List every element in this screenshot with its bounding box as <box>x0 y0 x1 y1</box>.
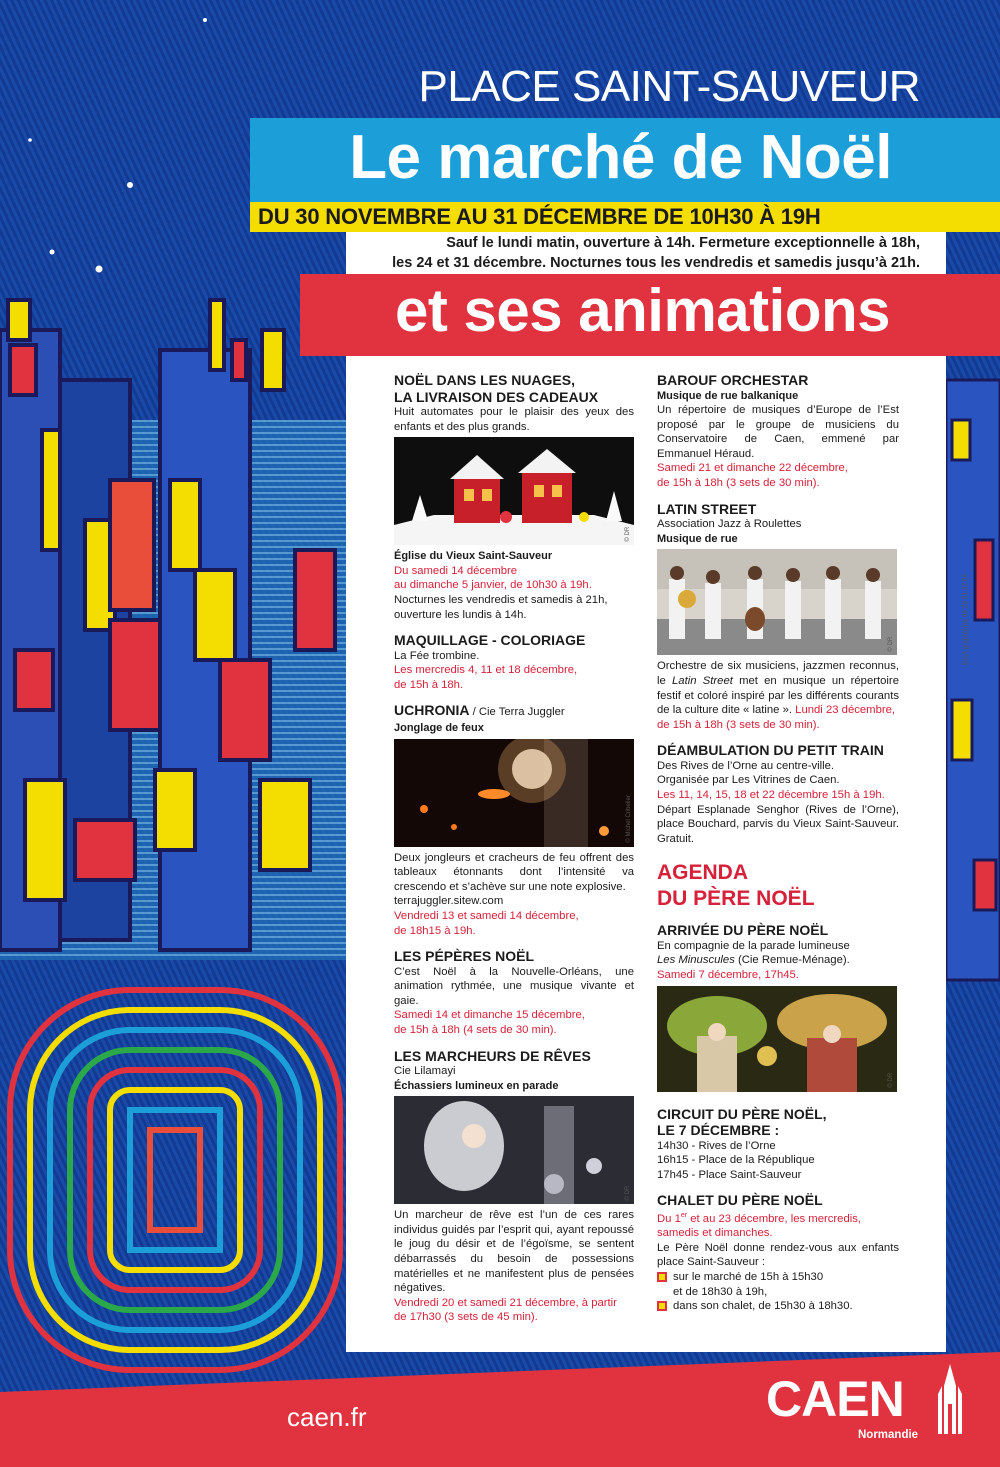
event-maquillage <box>394 632 634 692</box>
event-dates-line: de 15h à 18h (3 sets de 30 min). <box>657 477 820 490</box>
footer-website-link[interactable]: caen.fr <box>287 1402 367 1432</box>
event-dates <box>657 461 899 490</box>
event-title: LES MARCHEURS DE RÊVES <box>394 1047 591 1064</box>
event-dates-line: de 15h à 18h (4 sets de 30 min). <box>394 1023 557 1036</box>
subtitle-band <box>300 274 1000 356</box>
parade-photo <box>657 986 897 1092</box>
event-description: Un répertoire de musiques d’Europe de l’Est proposé par le groupe de musiciens du Conservatoire de Caen, emmené par Emmanuel Héraud. <box>657 404 899 460</box>
description-text: met en musique un répertoire festif et coloré inspiré par les différents courants de la culture dite « latine ». <box>657 674 899 717</box>
event-description: Des Rives de l’Orne au centre-ville. <box>657 759 835 772</box>
event-company: Cie Lilamayi <box>394 1065 456 1078</box>
description-text: Orchestre de six musiciens, jazzmen reconnus, le <box>657 660 899 687</box>
church-spire-icon <box>934 1364 966 1436</box>
event-company: / Cie Terra Juggler <box>469 706 565 719</box>
list-item <box>657 1270 899 1299</box>
fire-juggling-photo <box>394 739 634 847</box>
event-description: Deux jongleurs et cracheurs de feu offrent des tableaux étonnants dont l’intensité va crescendo et s’achève sur une note explosive. <box>394 851 634 893</box>
event-description: Le Père Noël donne rendez-vous aux enfants place Saint-Sauveur : <box>657 1241 899 1269</box>
event-title: UCHRONIA <box>394 702 470 719</box>
main-title: Le marché de Noël <box>349 123 892 192</box>
list-item-line: et de 18h30 à 19h, <box>673 1285 768 1298</box>
description-italic: Latin Street <box>672 674 733 687</box>
opening-notes <box>346 233 920 273</box>
event-barouf-orchestar <box>657 372 899 491</box>
event-dates: de 15h à 18h (3 sets de 30 min). <box>657 718 820 731</box>
description-text: (Cie Remue-Ménage). <box>734 954 850 967</box>
event-title: ARRIVÉE DU PÈRE NOËL <box>657 922 829 939</box>
event-dates: Samedi 7 décembre, 17h45. <box>657 969 799 982</box>
event-circuit-pere-noel <box>657 1106 899 1183</box>
event-dates-line: de 15h à 18h. <box>394 678 464 691</box>
ordinal-superscript: er <box>680 1211 688 1219</box>
circuit-stop: 16h15 - Place de la République <box>657 1154 815 1167</box>
list-item <box>657 1299 899 1314</box>
event-title: LATIN STREET <box>657 500 757 517</box>
right-column <box>657 372 899 1324</box>
automates-photo <box>394 437 634 545</box>
event-dates-line: Du samedi 14 décembre <box>394 564 518 577</box>
latin-street-photo <box>657 549 897 655</box>
event-uchronia <box>394 702 634 938</box>
title-band <box>250 118 1000 202</box>
event-title-row <box>394 702 634 721</box>
event-dates-line: au dimanche 5 janvier, de 10h30 à 19h. <box>394 579 592 592</box>
event-subtitle: Musique de rue balkanique <box>657 389 799 402</box>
bullet-square-icon <box>657 1272 667 1282</box>
event-description: Un marcheur de rêve est l’un de ces rares individus guidés par l’esprit qui, ayant repoussé le joug du désir et de l’égoïsme, se sentent débarrassés du besoin de possessions matérielles et ne manifestent plus de pensées négatives. <box>394 1209 634 1295</box>
logo-subtitle: Normandie <box>858 1429 919 1441</box>
event-title: BAROUF ORCHESTAR <box>657 372 809 388</box>
event-dates <box>394 909 634 938</box>
stilt-walkers-photo <box>394 1096 634 1204</box>
event-website[interactable]: terrajuggler.sitew.com <box>394 895 504 908</box>
list-item-text <box>673 1270 823 1299</box>
event-dates <box>394 1296 634 1325</box>
event-dates: Les 11, 14, 15, 18 et 22 décembre 15h à 19h. <box>657 789 885 801</box>
photo-credit: © DR <box>888 636 895 652</box>
event-dates-inline: Lundi 23 décembre, <box>795 704 896 717</box>
event-title: CHALET DU PÈRE NOËL <box>657 1192 823 1209</box>
event-dates-line: Samedi 21 et dimanche 22 décembre, <box>657 462 848 475</box>
list-item-line: sur le marché de 15h à 15h30 <box>673 1271 824 1284</box>
event-dates-line: de 17h30 (3 sets de 45 min). <box>394 1311 538 1324</box>
caen-logo <box>766 1362 986 1452</box>
event-dates-text: Du 1 <box>657 1212 681 1225</box>
event-dates <box>394 663 634 692</box>
event-extra: Nocturnes les vendredis et samedis à 21h, ouverture les lundis à 14h. <box>394 593 608 621</box>
event-dates-line: Vendredi 13 et samedi 14 décembre, <box>394 909 579 922</box>
event-dates-text: et au 23 décembre, les mercredis, <box>687 1212 862 1225</box>
photo-credit: © Michel Cribelier <box>625 795 632 843</box>
event-description <box>657 659 899 717</box>
event-dates-line: Vendredi 20 et samedi 21 décembre, à partir <box>394 1296 617 1309</box>
event-subtitle: Échassiers lumineux en parade <box>394 1079 559 1092</box>
event-dates-line: samedis et dimanches. <box>657 1227 773 1240</box>
photo-credit: © DR <box>888 1072 895 1088</box>
event-place: Église du Vieux Saint-Sauveur <box>394 550 553 563</box>
event-description: C’est Noël à la Nouvelle-Orléans, une animation rythmée, une musique vivante et gaie. <box>394 965 634 1007</box>
left-column <box>394 372 634 1335</box>
market-dates: DU 30 NOVEMBRE AU 31 DÉCEMBRE DE 10H30 À 19H <box>258 204 821 229</box>
event-subtitle: Musique de rue <box>657 532 738 545</box>
designer-credit: EmA graphisme 06 25 01 32 84 <box>962 573 969 665</box>
event-title: CIRCUIT DU PÈRE NOËL, LE 7 DÉCEMBRE : <box>657 1105 827 1139</box>
event-dates-line: Samedi 14 et dimanche 15 décembre, <box>394 1009 585 1022</box>
event-peperes-noel <box>394 948 634 1037</box>
circuit-stop: 14h30 - Rives de l’Orne <box>657 1139 776 1152</box>
event-petit-train <box>657 742 899 846</box>
event-subtitle: Jonglage de feux <box>394 721 484 734</box>
event-organizer: Organisée par Les Vitrines de Caen. <box>657 774 840 787</box>
event-title: NOËL DANS LES NUAGES, LA LIVRAISON DES CADEAUX <box>394 372 599 405</box>
place-title: PLACE SAINT-SAUVEUR <box>418 62 920 111</box>
event-chalet-pere-noel <box>657 1192 899 1313</box>
event-latin-street <box>657 501 899 733</box>
event-title: DÉAMBULATION DU PETIT TRAIN <box>657 742 884 759</box>
event-organizer: Association Jazz à Roulettes <box>657 518 802 531</box>
event-dates-line: Les mercredis 4, 11 et 18 décembre, <box>394 664 578 677</box>
photo-credit: © DR <box>625 526 632 542</box>
agenda-title: AGENDA DU PÈRE NOËL <box>657 861 815 911</box>
event-dates <box>394 1008 634 1037</box>
subtitle: et ses animations <box>394 277 890 344</box>
event-dates <box>394 564 634 593</box>
event-dates <box>657 1209 899 1241</box>
list-item-text: dans son chalet, de 15h30 à 18h30. <box>673 1300 853 1313</box>
logo-wordmark: CAEN <box>766 1371 904 1427</box>
description-italic: Les Minuscules <box>657 954 735 967</box>
event-description <box>657 953 899 968</box>
event-organizer: La Fée trombine. <box>394 649 480 662</box>
event-marcheurs-de-reves <box>394 1048 634 1325</box>
photo-credit: © DR <box>625 1185 632 1201</box>
dates-band <box>250 202 1000 232</box>
event-description: Huit automates pour le plaisir des yeux des enfants et des plus grands. <box>394 406 634 433</box>
event-description: En compagnie de la parade lumineuse <box>657 939 850 952</box>
event-arrivee-pere-noel <box>657 922 899 1091</box>
bullet-square-icon <box>657 1301 667 1311</box>
event-noel-dans-les-nuages <box>394 372 634 622</box>
event-dates-line: de 18h15 à 19h. <box>394 924 476 937</box>
opening-notes-line: Sauf le lundi matin, ouverture à 14h. Fermeture exceptionnelle à 18h, <box>446 235 920 251</box>
event-title: LES PÉPÈRES NOËL <box>394 948 535 965</box>
opening-notes-line: les 24 et 31 décembre. Nocturnes tous les vendredis et samedis jusqu’à 21h. <box>392 255 920 271</box>
circuit-stop: 17h45 - Place Saint-Sauveur <box>657 1168 802 1181</box>
event-title: MAQUILLAGE - COLORIAGE <box>394 632 586 649</box>
event-departure: Départ Esplanade Senghor (Rives de l’Orne), place Bouchard, parvis du Vieux Saint-Sauveur. Gratuit. <box>657 803 899 845</box>
